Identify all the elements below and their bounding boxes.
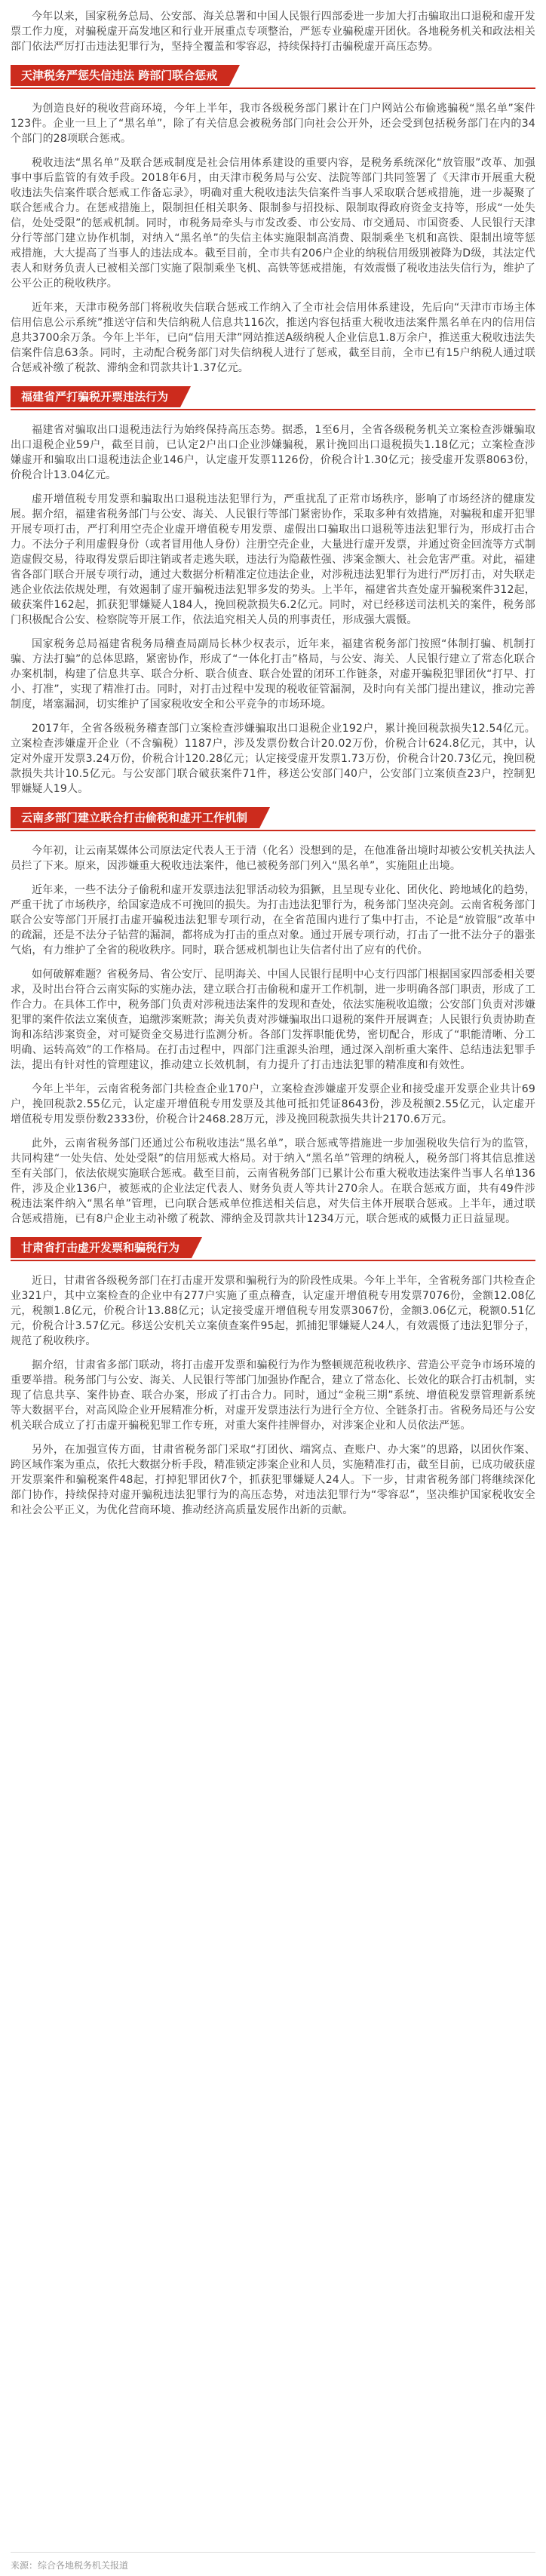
paragraph: 近年来，一些不法分子偷税和虚开发票违法犯罪活动较为猖獗，且呈现专业化、团伙化、跨地域化的趋势，严重干扰了市场秩序，给国家造成不可挽回的损失。为打击违法犯罪行为，税务部门坚决亮剑。云南省税务部门联合公安等部门开展打击虚开骗税违法犯罪专项行动，在全省范围内进行了集中打击，不论是“放管服”改革中的疏漏，还是不法分子钻营的漏洞，都将成为打击的重点对象。通过开展专项行动，打击了一批不法分子的嚣张气焰，有力维护了全省的税收秩序。同时，联合惩戒机制也让失信者付出了应有的代价。	[11, 884, 535, 956]
paragraph: 虚开增值税专用发票和骗取出口退税违法犯罪行为，严重扰乱了正常市场秩序，影响了市场经济的健康发展。据介绍，福建省税务部门与公安、海关、人民银行等部门紧密协作，采取多种有效措施，对骗税和虚开犯罪开展专项打击，严打利用空壳企业虚开增值税专用发票、虚假出口骗取出口退税等违法犯罪行为，形成打击合力。不法分子利用虚假身份（或者冒用他人身份）注册空壳企业，大量进行虚开发票，并通过资金回流等方式制造虚假交易，待取得发票后即注销或者走逃失联，违法行为隐蔽性强、涉案金额大、社会危害严重。对此，福建省各部门联合开展专项行动，通过大数据分析精准定位违法企业，对涉税违法犯罪行为进行严厉打击，对失联走逃企业依法依规处理，有效遏制了虚开骗税违法犯罪多发的势头。上半年，福建省共查处虚开骗税案件312起，破获案件162起，抓获犯罪嫌疑人184人，挽回税款损失6.2亿元。同时，对已经移送司法机关的案件，税务部门积极配合公安、检察院等开展工作，依法追究相关人员的刑事责任，形成强大震慑。	[11, 493, 535, 626]
paragraph: 另外，在加强宣传方面，甘肃省税务部门采取“打团伙、端窝点、查账户、办大案”的思路，以团伙作案、跨区域作案为重点，依托大数据分析手段，精准锁定涉案企业和人员，实施精准打击，截至目前，已成功破获虚开发票案件和骗税案件48起，打掉犯罪团伙7个，抓获犯罪嫌疑人24人。下一步，甘肃省税务部门将继续深化部门协作，持续保持对虚开骗税违法犯罪行为的高压态势，对违法犯罪行为“零容忍”，坚决维护国家税收安全和社会公平正义，为优化营商环境、推动经济高质量发展作出新的贡献。	[11, 1444, 535, 1516]
paragraph: 近年来，天津市税务部门将税收失信联合惩戒工作纳入了全市社会信用体系建设，先后向“天津市市场主体信用信息公示系统”推送守信和失信纳税人信息共116次，推送内容包括重大税收违法案件黑名单在内的信用信息共3700余万条。今年上半年，已向“信用天津”网站推送A级纳税人企业信息1.8万余户，推送重大税收违法失信案件信息63条。同时，主动配合税务部门对失信纳税人进行了惩戒，截至目前，全市已有15户纳税人通过联合惩戒补缴了税款、滞纳金和罚款共计1.37亿元。	[11, 302, 535, 374]
paragraph: 2017年，全省各级税务稽查部门立案检查涉嫌骗取出口退税企业192户，累计挽回税款损失12.54亿元。立案检查涉嫌虚开企业（不含骗税）1187户，涉及发票份数合计20.02万份，价税合计624.8亿元，其中，认定对外虚开发票3.24万份，价税合计120.28亿元；认定接受虚开发票1.73万份，价税合计20.73亿元，挽回税款损失共计10.5亿元。与公安部门联合破获案件71件，移送公安部门40户，公安部门立案侦查23户，控制犯罪嫌疑人19人。	[11, 723, 535, 795]
paragraph: 此外，云南省税务部门还通过公布税收违法“黑名单”，联合惩戒等措施进一步加强税收失信行为的监管，共同构建“一处失信、处处受限”的信用惩戒大格局。对于纳入“黑名单”管理的纳税人，税务部门将其信息推送至有关部门，依法依规实施联合惩戒。截至目前，云南省税务部门已累计公布重大税收违法案件当事人名单136件，涉及企业136户，被惩戒的企业法定代表人、财务负责人等共计270余人。在联合惩戒方面，共有49件涉税违法案件纳入“黑名单”管理，已向联合惩戒单位推送相关信息，对失信主体开展联合惩戒。上半年，通过联合惩戒措施，已有8户企业主动补缴了税款、滞纳金及罚款共计1234万元，联合惩戒的威慑力正日益显现。	[11, 1138, 535, 1225]
paragraph: 今年上半年，云南省税务部门共检查企业170户，立案检查涉嫌虚开发票企业和接受虚开发票企业共计69户，挽回税款2.55亿元，认定虚开增值税专用发票及其他可抵扣凭证8643份，涉及税额2.55亿元，认定虚开增值税专用发票份数2333份，价税合计2468.28万元，涉及挽回税款损失共计2170.6万元。	[11, 1083, 535, 1125]
section-header-yunnan	[11, 806, 535, 831]
section-title: 福建省严打骗税开票违法行为	[11, 386, 180, 407]
paragraph: 近日，甘肃省各级税务部门在打击虚开发票和骗税行为的阶段性成果。今年上半年，全省税务部门共检查企业321户，其中立案检查的企业中有277户实施了重点稽查，认定虚开增值税专用发票7076份，金额12.08亿元，税额1.8亿元，价税合计13.88亿元；认定接受虚开增值税专用发票3067份，金额3.06亿元，税额0.51亿元，价税合计3.57亿元。移送公安机关立案侦查案件95起，抓捕犯罪嫌疑人24人，有效震慑了违法犯罪分子，规范了税收秩序。	[11, 1275, 535, 1347]
section-header-gansu	[11, 1236, 535, 1261]
section-header-tianjin	[11, 63, 535, 89]
paragraph: 国家税务总局福建省税务局稽查局副局长林少权表示，近年来，福建省税务部门按照“体制打骗、机制打骗、方法打骗”的总体思路，紧密协作，形成了“一体化打击”格局，与公安、海关、人民银行建立了常态化联合办案机制，构建了信息共享、联合分析、联合侦查、联合处置的闭环工作链条，对虚开骗税犯罪团伙“打早、打小、打准”，实现了精准打击。同时，对打击过程中发现的税收征管漏洞，及时向有关部门提出建议，推动完善制度，堵塞漏洞，切实维护了国家税收安全和公平竞争的市场环境。	[11, 638, 535, 711]
section-title: 天津税务严惩失信违法 跨部门联合惩戒	[11, 65, 229, 86]
intro-paragraph: 今年以来，国家税务总局、公安部、海关总署和中国人民银行四部委进一步加大打击骗取出口退税和虚开发票工作力度，对骗税虚开高发地区和行业开展重点专项整治，严惩专业骗税虚开团伙。各地税务机关和政法相关部门依法严厉打击违法犯罪行为，坚持全覆盖和零容忍，持续保持打击骗税虚开高压态势。	[11, 11, 535, 53]
paragraph: 据介绍，甘肃省多部门联动，将打击虚开发票和骗税行为作为整顿规范税收秩序、营造公平竞争市场环境的重要举措。税务部门与公安、海关、人民银行等部门加强协作配合，建立了常态化、长效化的联合打击机制，实现了信息共享、案件协查、联合办案，形成了打击合力。同时，通过“金税三期”系统、增值税发票管理新系统等大数据平台，对高风险企业开展精准分析，对虚开发票违法行为进行全方位、全链条打击。省税务局还与公安机关联合成立了打击虚开骗税犯罪工作专班，对重大案件挂牌督办，对涉案企业和人员依法严惩。	[11, 1359, 535, 1432]
section-header-fujian	[11, 385, 535, 410]
paragraph: 税收违法“黑名单”及联合惩戒制度是社会信用体系建设的重要内容，是税务系统深化“放管服”改革、加强事中事后监管的有效手段。2018年6月，由天津市税务局与公安、法院等部门共同签署了《天津市开展重大税收违法失信案件联合惩戒工作备忘录》，明确对重大税收违法失信案件当事人采取联合惩戒措施，进一步凝聚了联合惩戒合力。在惩戒措施上，限制担任相关职务、限制参与招投标、限制取得政府资金支持等，形成“一处失信，处处受限”的惩戒机制。同时，市税务局牵头与市发改委、市公安局、市交通局、市国资委、人民银行天津分行等部门建立协作机制，对纳入“黑名单”的失信主体实施限制高消费、限制乘坐飞机和高铁、限制出境等惩戒措施，大大提高了当事人的违法成本。截至目前，全市共有206户企业的纳税信用级别被降为D级，其法定代表人和财务负责人已被相关部门实施了限制乘坐飞机、高铁等惩戒措施，有效震慑了税收违法失信行为，维护了公平公正的税收秩序。	[11, 157, 535, 290]
section-title: 甘肃省打击虚开发票和骗税行为	[11, 1237, 192, 1258]
paragraph: 如何破解难题？省税务局、省公安厅、昆明海关、中国人民银行昆明中心支行四部门根据国家四部委相关要求，及时出台符合云南实际的实施办法，建立联合打击偷税和虚开工作机制，进一步明确各部门职责，形成了工作合力。在具体工作中，税务部门负责对涉税违法案件的发现和查处，依法实施税收追缴；公安部门负责对涉嫌犯罪的案件依法立案侦查，追缴涉案赃款；海关负责对涉嫌骗取出口退税的案件开展调查；人民银行负责协助查询和冻结涉案资金，对可疑资金交易进行监测分析。各部门发挥职能优势，密切配合，形成了“职能清晰、分工明确、运转高效”的工作格局。在打击过程中，四部门注重源头治理，通过深入剖析重大案件、总结违法犯罪手法，提出有针对性的管理建议，推动建立长效机制，有力提升了打击违法犯罪的精准度和有效性。	[11, 969, 535, 1071]
section-title: 云南多部门建立联合打击偷税和虚开工作机制	[11, 807, 259, 828]
source-footer: 来源：综合各地税务机关报道	[11, 2552, 535, 2571]
paragraph: 福建省对骗取出口退税违法行为始终保持高压态势。据悉，1至6月，全省各级税务机关立案检查涉嫌骗取出口退税企业59户，截至目前，已认定2户出口企业涉嫌骗税，累计挽回出口退税损失1.18亿元；立案检查涉嫌虚开和骗取出口退税违法企业146户，认定虚开发票1126份，价税合计1.30亿元；接受虚开发票8063份，价税合计13.04亿元。	[11, 424, 535, 481]
paragraph: 为创造良好的税收营商环境，今年上半年，我市各级税务部门累计在门户网站公布偷逃骗税“黑名单”案件123件。企业一旦上了“黑名单”，除了有关信息会被税务部门向社会公开外，还会受到包括税务部门在内的34个部门的28项联合惩戒。	[11, 103, 535, 145]
paragraph: 今年初，让云南某媒体公司原法定代表人王于清（化名）没想到的是，在他准备出境时却被公安机关执法人员拦了下来。原来，因涉嫌重大税收违法案件，他已被税务部门列入“黑名单”，实施阻止出境。	[11, 845, 535, 872]
